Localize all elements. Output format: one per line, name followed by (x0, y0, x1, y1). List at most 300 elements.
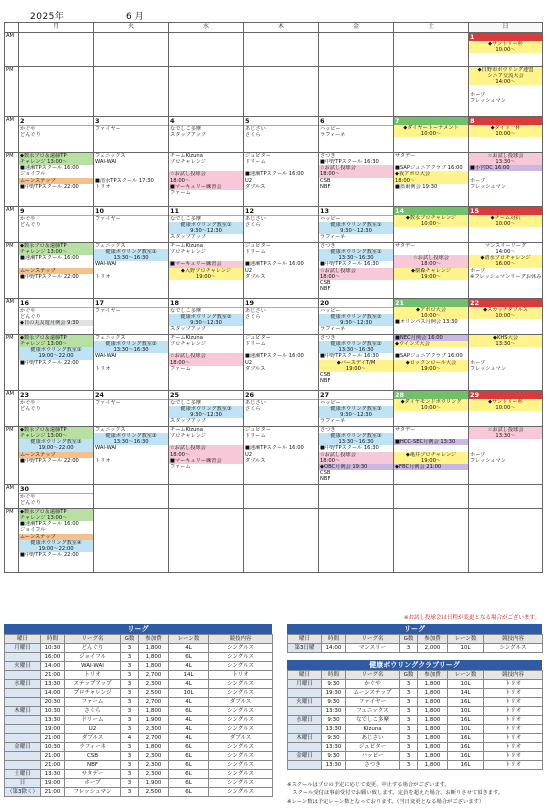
event: 18:00～ (319, 274, 393, 280)
event: シニア交流大会 (469, 73, 542, 79)
table-cell: 4 (121, 734, 139, 743)
table-cell: 1,800 (418, 698, 448, 707)
event: ファイヤー (95, 400, 121, 406)
weekday-thu: 木 (244, 23, 319, 33)
table-cell: あじさい (346, 734, 400, 743)
table-cell: フェニックス (346, 707, 400, 716)
am-label: AM (5, 299, 19, 335)
event: ◆ロックンロール大会 (394, 360, 468, 366)
event: 18:00～ (169, 178, 243, 184)
event: フェニックス (95, 427, 126, 433)
column-header: 競技内容 (484, 671, 543, 680)
table-cell: Kizuna (346, 725, 400, 734)
day-cell-am: 23 かぐや どんぐり (19, 391, 94, 427)
event: ドリーム (245, 159, 266, 166)
table-cell: プロチャレンジ (65, 689, 121, 698)
event: 9:30～12:30 (169, 228, 243, 234)
event: ホープ (470, 451, 486, 458)
column-header: リーグ名 (346, 635, 400, 644)
event: さつき (320, 243, 336, 249)
event: かぐや (20, 216, 36, 222)
table-cell: 3 (400, 644, 418, 653)
event: ■速瀬TPスクール 16:00 (245, 171, 304, 178)
week3-am-row (5, 207, 543, 243)
day-cell-am: 5 あじさい さくら (244, 117, 319, 153)
event: ■速瀬TPスクール 16:00 (20, 521, 79, 528)
table-cell: 3 (121, 644, 139, 653)
event: ■中野TPスクール 22:00 (20, 183, 79, 190)
event: 健康ボウリング教室① (169, 222, 243, 228)
event: ■速瀬TPスクール 16:00 (20, 165, 79, 172)
event: ハッピー (320, 400, 341, 406)
table-cell: トリオ (484, 752, 543, 761)
table-cell (288, 761, 322, 770)
event: かぐや (20, 308, 36, 314)
table-row (288, 752, 543, 761)
event: 19:00～ (394, 366, 468, 372)
event: あじさい (245, 400, 266, 406)
table-cell: 14:00 (322, 644, 346, 653)
table-cell: シングルス (209, 707, 273, 716)
table-cell: ラフィーネ (65, 743, 121, 752)
event: 19:00～ (394, 274, 468, 280)
table-cell: 10L (448, 644, 484, 653)
event: ◆数永プロチャレンジ (394, 215, 468, 221)
table-cell: ハッピー (346, 752, 400, 761)
event: ファーム (170, 463, 191, 470)
event: 健康ボウリング教室① (319, 249, 393, 255)
event: チャレンジ 13:00～ (19, 515, 93, 521)
table-cell: 1,800 (418, 716, 448, 725)
table-cell: 1,800 (139, 707, 169, 716)
table-cell: 1,800 (418, 761, 448, 770)
week1-am-row (5, 33, 543, 67)
week3-pm-row (5, 243, 543, 299)
day-cell-pm (19, 153, 94, 207)
table-cell: 21:00 (41, 788, 65, 797)
table-cell: 1,800 (418, 689, 448, 698)
table-cell: 6L (169, 752, 209, 761)
event: チームKizuna (170, 335, 203, 341)
day-cell-am: 7 ◆ダイヤートーナメント 10:00～ (394, 117, 469, 153)
event: スタップアップ (170, 132, 206, 139)
weekday-mon: 月 (19, 23, 94, 33)
table-cell: かぐや (346, 680, 400, 689)
event: チャレンジ 13:00～ (19, 433, 93, 439)
table-cell: 3 (121, 707, 139, 716)
day-cell-30-pm (19, 509, 94, 573)
pm-label: PM (5, 243, 19, 299)
table-cell: 3 (400, 725, 418, 734)
event: 健康ボウリング教室② (169, 314, 243, 320)
table-row (5, 752, 273, 761)
event: ドリーム (245, 249, 266, 256)
table-cell: 1,800 (139, 743, 169, 752)
event: ファイヤー (95, 216, 121, 222)
table-row (5, 689, 273, 698)
table-cell: 6L (169, 770, 209, 779)
table-cell: 月曜日 (288, 680, 322, 689)
column-header: G数 (400, 671, 418, 680)
table-row (288, 761, 543, 770)
event: ◆ウインズ大会 (394, 341, 468, 347)
event: 健康ボウリング教室③ (94, 433, 168, 439)
event: ■SAPジュニアクラブ 16:00 (395, 353, 463, 360)
table-cell: ムーンステップ (346, 689, 400, 698)
table-cell: 4L (169, 680, 209, 689)
event: ハッピー (320, 216, 341, 222)
column-header: G数 (400, 635, 418, 644)
pm-label: PM (5, 67, 19, 117)
day-cell-am: 4 なでしこ多摩 スタップアップ (169, 117, 244, 153)
event: ◆サントリー杯 (469, 41, 542, 47)
table-cell: 10L (448, 680, 484, 689)
event: どんぐり (20, 132, 41, 139)
event: ラフィーネ (320, 418, 346, 425)
table-cell: 2,700 (139, 734, 169, 743)
event: 19:00～22:00 (19, 546, 93, 552)
day-cell-pm (244, 335, 319, 391)
day-cell-am: 9 かぐや どんぐり (19, 207, 94, 243)
event: なでしこ多摩 (170, 216, 202, 222)
table-cell: 3 (400, 752, 418, 761)
event: ■速瀬TPスクール 16:00 (245, 353, 304, 360)
week1-pm-row (5, 67, 543, 117)
table-cell: さくら (65, 707, 121, 716)
column-header: 競技内容 (209, 635, 273, 644)
table-cell: 3 (121, 680, 139, 689)
table-cell: U2 (65, 725, 121, 734)
column-header: 曜日 (288, 635, 322, 644)
event: さくら (245, 222, 261, 229)
table-cell (5, 653, 41, 662)
table-cell (288, 707, 322, 716)
table-cell: 14L (169, 671, 209, 680)
event: 10:00～ (394, 313, 468, 319)
table-cell: 21:00 (41, 734, 65, 743)
event: WAI-WAI (95, 353, 117, 360)
day-cell-pm (169, 335, 244, 391)
table-cell: どんぐり (65, 644, 121, 653)
column-header: 時間 (41, 635, 65, 644)
table-cell: 14L (448, 689, 484, 698)
event: トリオ (95, 457, 111, 464)
table-cell: トリオ (484, 725, 543, 734)
event: ダブルス (245, 183, 266, 190)
table-cell: トリオ (484, 698, 543, 707)
event: トリオ (95, 183, 111, 190)
table-cell: 3 (121, 761, 139, 770)
table-row (5, 779, 273, 788)
table-cell: トリオ (484, 716, 543, 725)
day-cell-pm (19, 243, 94, 299)
table-cell: 2,300 (139, 770, 169, 779)
event: ■中野TPスクール 16:30 (320, 159, 379, 166)
event: CSB (320, 279, 331, 286)
table-cell: ステップアップ (65, 680, 121, 689)
table-cell: 1,800 (418, 734, 448, 743)
column-header: レーン数 (448, 635, 484, 644)
day-cell-pm (244, 427, 319, 485)
table-row (5, 707, 273, 716)
table-cell: 13:30 (322, 707, 346, 716)
table-cell: 21:00 (41, 761, 65, 770)
table-cell: 2,500 (139, 689, 169, 698)
event: さつき (320, 153, 336, 159)
table-row (5, 671, 273, 680)
table-cell: 13:30 (41, 680, 65, 689)
league-title: リーグ (4, 624, 272, 634)
table-cell: 6L (169, 707, 209, 716)
table-cell: 水曜日 (5, 680, 41, 689)
event: ◆日の丸友遊月例会 9:30 (19, 320, 93, 326)
event: ホープ (470, 177, 486, 184)
pm-label: PM (5, 427, 19, 485)
pm-label: PM (5, 153, 19, 207)
table-cell: （第3除く） (5, 788, 41, 797)
event: ◆数永プロ＆遠藤TP (19, 243, 93, 249)
table-cell: 1,800 (418, 743, 448, 752)
event: ドリーム (245, 433, 266, 440)
table-cell: 14:00 (41, 662, 65, 671)
table-cell: 6L (169, 761, 209, 770)
table-cell: 3 (400, 689, 418, 698)
event: ムーンステップ (19, 178, 93, 184)
event: 9:30～12:30 (169, 320, 243, 326)
table-cell: さつき (346, 761, 400, 770)
table-cell: ドリーム (65, 716, 121, 725)
table-row (5, 734, 273, 743)
table-cell: 3 (400, 698, 418, 707)
event: 健康ボウリング教室① (319, 222, 393, 228)
event: 16:00～ (469, 261, 542, 267)
event: 10:00～ (469, 405, 542, 411)
event: チャレンジ 13:00～ (19, 159, 93, 165)
event: 健康ボウリング教室④ (19, 540, 93, 546)
table-cell: 3 (121, 689, 139, 698)
event: CSB (320, 371, 331, 378)
event: ■速瀬TPスクール 16:00 (20, 255, 79, 262)
table-cell: 1,800 (418, 707, 448, 716)
table-cell: サタデー (65, 770, 121, 779)
table-row (288, 644, 543, 653)
table-cell: 火曜日 (5, 662, 41, 671)
table-cell: CSB (65, 752, 121, 761)
table-cell: トリオ (484, 743, 543, 752)
event: ■マーキュリー練習会 (169, 184, 243, 190)
table-cell: シングルス (209, 770, 273, 779)
event: チャレンジ 13:00～ (19, 249, 93, 255)
event: 13:30～16:30 (319, 439, 393, 445)
table-cell: 4L (169, 734, 209, 743)
event: サタデー (395, 153, 416, 159)
table-cell: 6L (169, 653, 209, 662)
table-cell: 3 (121, 779, 139, 788)
column-header: 参加費 (139, 635, 169, 644)
week4-am-row (5, 299, 543, 335)
table-cell: 1,800 (139, 653, 169, 662)
event: 18:00～ (394, 178, 468, 184)
day-cell-pm (469, 427, 543, 485)
event: なでしこ多摩 (170, 400, 202, 406)
event: WAI-WAI (95, 261, 117, 268)
table-cell: シングルス (484, 644, 543, 653)
table-cell (5, 752, 41, 761)
event: ■NEC月例会 16:00 (394, 335, 468, 341)
event: 10:00～ (469, 47, 542, 53)
event: 13:30～ (469, 341, 542, 347)
event: 13:30～ (469, 433, 542, 439)
table-cell: 日 (5, 779, 41, 788)
event: フレッシュマン (470, 365, 506, 372)
table-cell: 3 (121, 743, 139, 752)
table-cell: 13:30 (41, 716, 65, 725)
event: ☆お試し投球会 (319, 165, 393, 171)
event: ファーム (170, 189, 191, 196)
table-cell: 13:30 (322, 743, 346, 752)
column-header: レーン数 (169, 635, 209, 644)
day-cell-pm (394, 427, 469, 485)
table-cell (5, 671, 41, 680)
table-row (5, 761, 273, 770)
am-label: AM (5, 391, 19, 427)
week2-am-row (5, 117, 543, 153)
day-cell-am: 12 あじさい さくら (244, 207, 319, 243)
event: ◆バースデイT/M (319, 360, 393, 366)
table-cell: 9:30 (322, 734, 346, 743)
table-cell: 4L (169, 698, 209, 707)
event: スタップアップ (170, 326, 206, 333)
event: ジュピター (245, 243, 271, 249)
table-row (5, 716, 273, 725)
column-header: 曜日 (5, 635, 41, 644)
event: 18:00～ (319, 171, 393, 177)
event: U2 (245, 359, 253, 366)
table-cell: WAI-WAI (65, 662, 121, 671)
table-cell: 水曜日 (288, 716, 322, 725)
table-cell: 1,800 (139, 644, 169, 653)
table-cell: ホープ (65, 779, 121, 788)
am-label: AM (5, 33, 19, 67)
event: 9:30～12:30 (319, 320, 393, 326)
table-cell: トリオ (484, 734, 543, 743)
event: 9:30～12:30 (169, 412, 243, 418)
table-cell: 10:30 (41, 707, 65, 716)
day-cell-am: 28 ◆ダイヤモンドボウリング 10:00～ (394, 391, 469, 427)
column-header: 時間 (322, 635, 346, 644)
event: ■速瀬TPスクール 16:00 (245, 261, 304, 268)
day-cell-pm (394, 243, 469, 299)
event: ◆樹森チャレンジ (394, 268, 468, 274)
weekday-wed: 水 (169, 23, 244, 33)
event: ◆KHS大会 (469, 335, 542, 341)
event: 健康ボウリング教室③ (319, 433, 393, 439)
week6-am-row (5, 485, 543, 509)
table-cell: 16L (448, 743, 484, 752)
column-header: 曜日 (288, 671, 322, 680)
table-cell: 19:00 (41, 779, 65, 788)
event: CSB (320, 177, 331, 184)
day-cell-pm (19, 427, 94, 485)
table-cell (288, 725, 322, 734)
table-cell: 4L (169, 716, 209, 725)
week6-pm-row (5, 509, 543, 573)
event: ■中野TPスクール 22:00 (20, 273, 79, 280)
event: ◆数永プロ＆遠藤TP (19, 153, 93, 159)
event: ■SAPジュニアクラブ 16:00 (395, 165, 463, 172)
day-cell-am: 11 なでしこ多摩 健康ボウリング教室① 9:30～12:30 スタップアップ (169, 207, 244, 243)
event: フェニックス (95, 243, 126, 249)
table-cell: 16L (448, 734, 484, 743)
event: かぐや (20, 494, 36, 500)
table-cell: シングルス (209, 725, 273, 734)
table-cell: 3 (121, 662, 139, 671)
event: ジュピター (245, 335, 271, 341)
table-cell: 10:30 (41, 743, 65, 752)
day-cell-am: 27 ハッピー 健康ボウリング教室③ 9:30～12:30 ラフィーネ (319, 391, 394, 427)
table-cell: ジョイフル (65, 653, 121, 662)
table-cell: 3 (400, 680, 418, 689)
day-cell-am: 29 ◆サントリー杯 10:00～ (469, 391, 543, 427)
weekday-header (5, 23, 543, 33)
event: ☆お試し投球会 (394, 255, 468, 261)
event: U2 (245, 177, 253, 184)
footnote-3: ※レーン数は予定レーン数となっております。（当日変更となる場合がございます） (287, 799, 485, 805)
event: 10:00～ (394, 221, 468, 227)
week5-am-row (5, 391, 543, 427)
league-table (4, 634, 273, 797)
day-cell-am: 18 なでしこ多摩 健康ボウリング教室② 9:30～12:30 スタップアップ (169, 299, 244, 335)
event: ■中野TPスクール 16:30 (320, 353, 379, 360)
event: ファイヤー (95, 308, 121, 314)
table-cell: トリオ (209, 671, 273, 680)
table-cell: ダブルス (65, 734, 121, 743)
event: ドリーム (245, 341, 266, 348)
event: ◆夜アポロ大会 (394, 171, 468, 177)
day-cell-pm (394, 153, 469, 207)
event: さくら (245, 314, 261, 321)
event: ジュピター (245, 427, 271, 433)
table-row (5, 743, 273, 752)
table-cell: NBF (65, 761, 121, 770)
event: スタップアップ (170, 418, 206, 425)
table-cell: 1,800 (418, 752, 448, 761)
event: あじさい (245, 308, 266, 314)
table-row (5, 662, 273, 671)
event: NBF (320, 183, 331, 190)
table-row (5, 698, 273, 707)
event: 健康ボウリング教室① (19, 347, 93, 353)
table-cell: 第3日曜 (288, 644, 322, 653)
event: ムーンステップ (19, 452, 93, 458)
event: ジョイフル (20, 171, 46, 178)
day-cell-am: 24 ファイヤー (94, 391, 169, 427)
event: ◆数永プロ＆遠藤TP (19, 509, 93, 515)
table-cell: 木曜日 (5, 707, 41, 716)
event: ハッピー (320, 308, 341, 314)
table-cell: 9:30 (322, 680, 346, 689)
event: サタデー (395, 243, 416, 249)
day-cell-pm (319, 243, 394, 299)
event: ☆お試し投球会 (169, 171, 243, 177)
table-row (288, 743, 543, 752)
day-cell-am: 20 ハッピー 健康ボウリング教室② 9:30～12:30 ラフィーネ (319, 299, 394, 335)
table-row (288, 680, 543, 689)
table-row (288, 698, 543, 707)
day-cell-am: 13 ハッピー 健康ボウリング教室① 9:30～12:30 ラフィーネ (319, 207, 394, 243)
table-cell (288, 743, 322, 752)
league-body (5, 644, 273, 797)
